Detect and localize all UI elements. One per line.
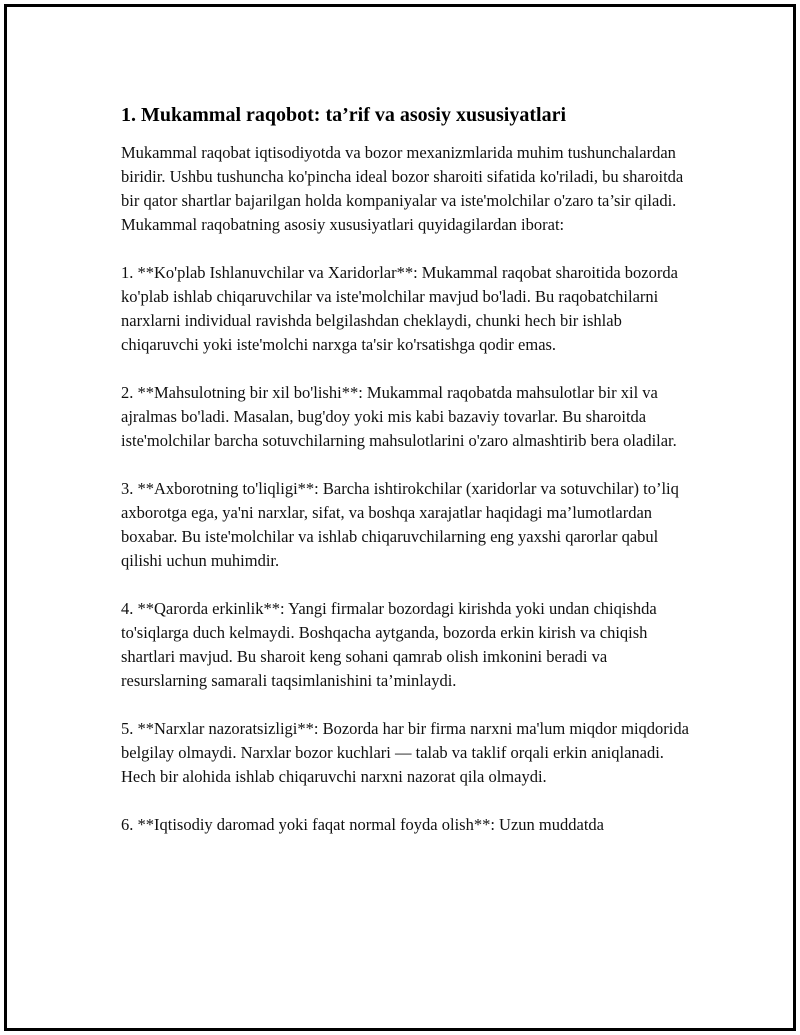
paragraph-perfect-information: 3. **Axborotning to'liqligi**: Barcha ishtirokchilar (xaridorlar va sotuvchilar) to’liq axborotga ega, ya'ni narxlar, sifat, va boshqa xarajatlar haqidagi ma’lumotlardan boxabar. Bu iste'molchilar va ishlab chiqaruvchilarning eng yaxshi qarorlar qabul qilishi uchun muhimdir.	[121, 479, 679, 570]
intro-paragraph: Mukammal raqobat iqtisodiyotda va bozor mexanizmlarida muhim tushunchalardan biridir. Ushbu tushuncha ko'pincha ideal bozor sharoiti sifatida ko'riladi, bu sharoitda bir qator shartlar bajarilgan holda kompaniyalar va iste'molchilar o'zaro ta’sir qiladi. Mukammal raqobatning asosiy xususiyatlari quyidagilardan iborat:	[121, 143, 684, 234]
page-frame	[4, 4, 796, 1031]
paragraph-sellers-buyers: 1. **Ko'plab Ishlanuvchilar va Xaridorlar**: Mukammal raqobat sharoitida bozorda ko'plab ishlab chiqaruvchilar va iste'molchilar mavjud bo'ladi. Bu raqobatchilarni narxlarni individual ravishda belgilashdan cheklaydi, chunki hech bir ishlab chiqaruvchi yoki iste'molchi narxga ta'sir ko'rsatishga qodir emas.	[121, 263, 678, 354]
paragraph-normal-profit: 6. **Iqtisodiy daromad yoki faqat normal foyda olish**: Uzun muddatda	[121, 815, 604, 834]
paragraph-free-entry: 4. **Qarorda erkinlik**: Yangi firmalar bozordagi kirishda yoki undan chiqishda to'siqlarga duch kelmaydi. Boshqacha aytganda, bozorda erkin kirish va chiqish shartlari mavjud. Bu sharoit keng sohani qamrab olish imkonini beradi va resurslarning samarali taqsimlanishini ta’minlaydi.	[121, 599, 657, 690]
document-body	[121, 101, 689, 861]
section-heading: 1. Mukammal raqobot: ta’rif va asosiy xususiyatlari	[121, 104, 566, 126]
paragraph-price-taking: 5. **Narxlar nazoratsizligi**: Bozorda har bir firma narxni ma'lum miqdor miqdorida belgilay olmaydi. Narxlar bozor kuchlari — talab va taklif orqali erkin aniqlanadi. Hech bir alohida ishlab chiqaruvchi narxni nazorat qila olmaydi.	[121, 719, 689, 786]
paragraph-homogeneous-product: 2. **Mahsulotning bir xil bo'lishi**: Mukammal raqobatda mahsulotlar bir xil va ajralmas bo'ladi. Masalan, bug'doy yoki mis kabi bazaviy tovarlar. Bu sharoitda iste'molchilar barcha sotuvchilarning mahsulotlarini o'zaro almashtirib bera oladilar.	[121, 383, 677, 450]
